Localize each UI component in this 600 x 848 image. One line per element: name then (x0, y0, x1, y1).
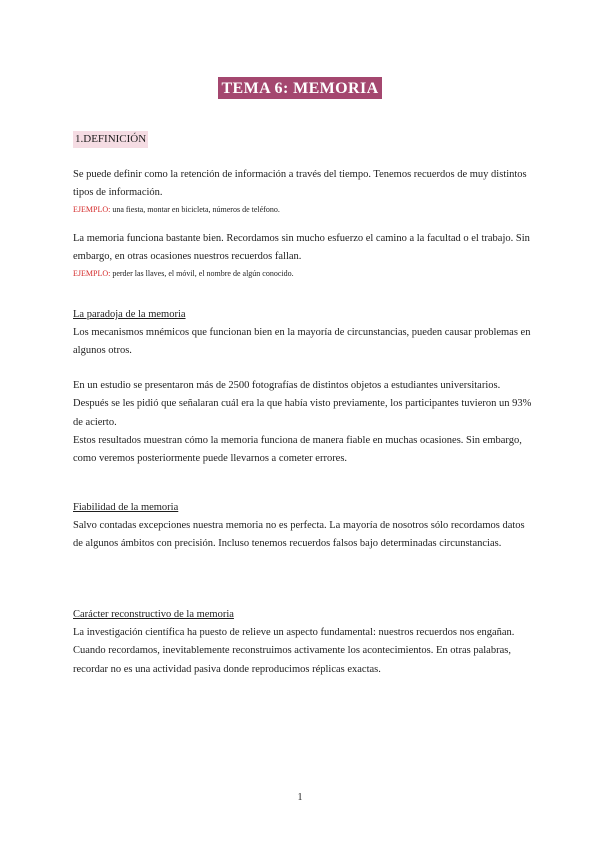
reconstructivo-paragraph-2: Cuando recordamos, inevitablemente reconstruimos activamente los acontecimientos. En otras palabras, recordar no es una actividad pasiva donde reproducimos réplicas exactas. (73, 645, 511, 675)
paradoja-block (73, 306, 533, 361)
page-number: 1 (297, 792, 303, 803)
reconstructivo-block (73, 606, 533, 679)
paradoja-paragraph-2: En un estudio se presentaron más de 2500 fotografías de distintos objetos a estudiantes universitarios. Después se les pidió que señalaran cuál era la que había visto previamente, los participantes tuvieron un 93% de acierto. (73, 380, 532, 428)
example-text: perder las llaves, el móvil, el nombre de algún conocido. (110, 268, 294, 278)
definicion-block-2 (73, 230, 533, 280)
example-line-2 (73, 267, 533, 280)
paradoja-paragraph-1: Los mecanismos mnémicos que funcionan bien en la mayoría de circunstancias, pueden causar problemas en algunos otros. (73, 327, 531, 357)
fiabilidad-paragraph-1: Salvo contadas excepciones nuestra memoria no es perfecta. La mayoría de nosotros sólo recordamos datos de algunos ámbitos con precisión. Incluso tenemos recuerdos falsos bajo determinadas circunstancias. (73, 520, 525, 550)
page-title: TEMA 6: MEMORIA (218, 77, 381, 99)
example-line-1 (73, 203, 533, 216)
definicion-paragraph-1: Se puede definir como la retención de información a través del tiempo. Tenemos recuerdos de muy distintos tipos de información. (73, 169, 527, 199)
subheading-reconstructivo: Carácter reconstructivo de la memoria (73, 609, 234, 620)
definicion-block-1 (73, 166, 533, 216)
subheading-paradoja: La paradoja de la memoria (73, 309, 186, 320)
example-label: EJEMPLO: (73, 268, 111, 278)
section-heading-definicion: 1.DEFINICIÓN (73, 131, 148, 148)
definicion-paragraph-2: La memoria funciona bastante bien. Recordamos sin mucho esfuerzo el camino a la facultad o el trabajo. Sin embargo, en otras ocasiones nuestros recuerdos fallan. (73, 233, 530, 263)
reconstructivo-paragraph-1: La investigación científica ha puesto de relieve un aspecto fundamental: nuestros recuerdos nos engañan. (73, 627, 515, 638)
example-text: una fiesta, montar en bicicleta, números de teléfono. (110, 204, 280, 214)
title-wrapper (0, 77, 600, 99)
paradoja-study-block (73, 377, 533, 468)
example-label: EJEMPLO: (73, 204, 111, 214)
subheading-fiabilidad: Fiabilidad de la memoria (73, 502, 179, 513)
paradoja-paragraph-3: Estos resultados muestran cómo la memoria funciona de manera fiable en muchas ocasiones. Sin embargo, como veremos posteriormente puede llevarnos a cometer errores. (73, 434, 522, 465)
fiabilidad-block (73, 499, 533, 554)
